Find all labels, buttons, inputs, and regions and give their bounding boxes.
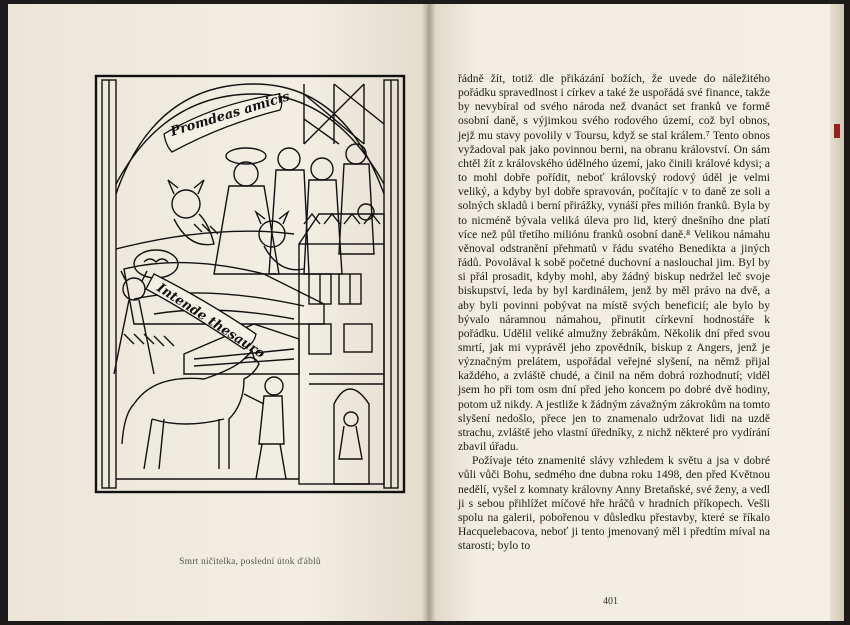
book-gutter (422, 4, 436, 621)
illustration-caption: Smrt ničitelka, poslední útok ďáblů (179, 557, 321, 567)
paragraph: řádně žít, totiž dle přikázání božích, že uvede do náležitého pořádku spravedlnost i církev a také že uspořádá své finance, takže by nevybíral od svého národa než dvanáct set franků ve formě osobní daně, s výjimkou svého rodového území, což byl obnos, jejž mu stavy povolily v Toursu, když se stal králem.⁷ Tento obnos vyžadoval pak jako povinnou berni, na obranu království. On sám chtěl žít z královského údělného území, jako činili králové kdysi; a to mohl dobře pořídit, neboť královský rodový úděl je velmi veliký, a kdyby byl dobře spravován, počítajíc v to daně ze soli a solných skladů i berní přirážky, vynáší přes milión franků. Byla by to nicméně bývala veliká úleva pro lid, který dnešního dne platí více než půl třetího miliónu franků osobní daně.⁸ Velikou námahu věnoval odstranění přehmatů v řádu svatého Benedikta a jiných řádů. Povolával k sobě početné duchovní a naslouchal jim. Byl by si přál prosadit, kdyby mohl, aby žádný biskup nedržel leč svoje biskupství, leda by byl kardinálem, jenž by měl právo na dvě, a aby byli povinni pobývat na místě svých beneficií; ale bylo by bývalo náramnou námahou, přinutit církevní hodnostáře k pořádku. Udělil veliké almužny žebrákům. Několik dní před svou smrtí, jak mi vyprávěl jeho zpovědník, biskup z Angers, jenž je význačným prelátem, uspořádal veřejné slyšení, na němž přijal každého, a zvláště chudé, a činil na něm dobrá rozhodnutí; viděl jsem ho při tom osm dní před jeho koncem po dobré dvě hodiny, potom už nikdy. A jestliže k žádným závažným zákrokům na tomto slyšení nedošlo, přece jen to znamenalo udržovat lidi na uzdě strachu, zvláště jeho vlastní úředníky, z nichž některé pro vydírání zbavil úřadu. (458, 72, 770, 454)
bookmark-ribbon (834, 124, 840, 138)
page-edge (830, 4, 844, 621)
body-text (458, 72, 770, 553)
banner-bottom-text: Intende thesauro (153, 280, 268, 362)
paragraph: Požívaje této znamenité slávy vzhledem k světu a jsa v dobré vůli vůči Bohu, sedmého dne dubna roku 1498, den před Květnou nedělí, vyšel z komnaty královny Anny Bretaňské, své ženy, a vedl ji s sebou přihlížet míčové hře hráčů v hradních příkopech. Vešli spolu na galerii, pobořenou v důsledku přestavby, které se říkalo Hacquelebacova, neboť ji tento jmenovaný měl i předtím míval na starosti; bylo to (458, 454, 770, 553)
page-number: 401 (603, 596, 618, 607)
banner-top-text: Promdeas amicis (168, 89, 292, 140)
book-spread (8, 4, 844, 621)
left-page (8, 4, 428, 621)
woodcut-illustration (94, 74, 406, 494)
